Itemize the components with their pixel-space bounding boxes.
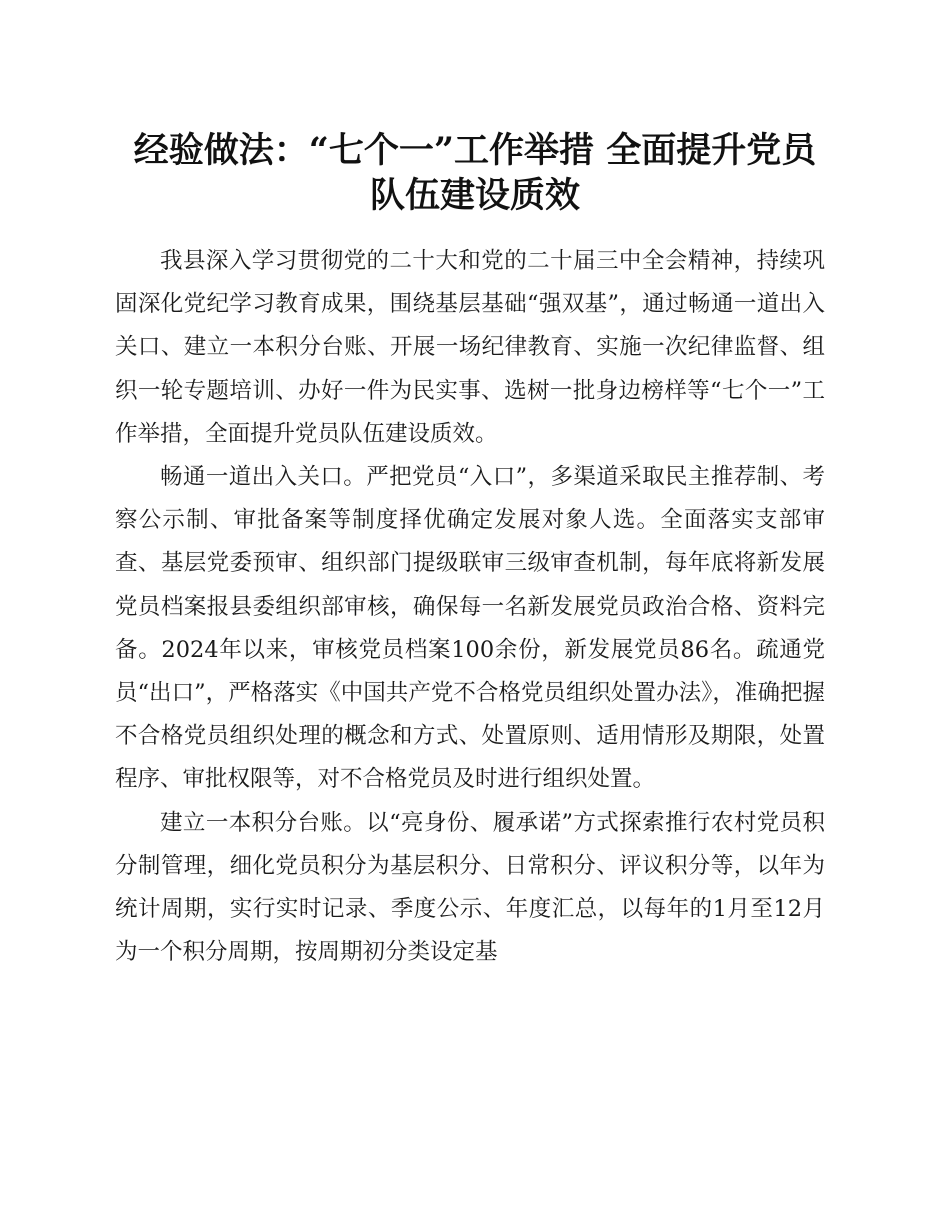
title-line-1: 经验做法：“七个一”工作举措 全面提升党员 [133, 130, 817, 171]
paragraph-points-ledger: 建立一本积分台账。以“亮身份、履承诺”方式探索推行农村党员积分制管理，细化党员积分为基层积分、日常积分、评议积分等，以年为统计周期，实行实时记录、季度公示、年度汇总，以每年的1月至12月为一个积分周期，按周期初分类设定基 [115, 809, 825, 966]
document-body [115, 240, 825, 974]
paragraph-intro: 我县深入学习贯彻党的二十大和党的二十届三中全会精神，持续巩固深化党纪学习教育成果，围绕基层基础“强双基”，通过畅通一道出入关口、建立一本积分台账、开展一场纪律教育、实施一次纪律监督、组织一轮专题培训、办好一件为民实事、选树一批身边榜样等“七个一”工作举措，全面提升党员队伍建设质效。 [115, 248, 825, 447]
title-line-2: 队伍建设质效 [369, 175, 580, 216]
document-title [100, 128, 850, 218]
paragraph-entry-exit: 畅通一道出入关口。严把党员“入口”，多渠道采取民主推荐制、考察公示制、审批备案等制度择优确定发展对象人选。全面落实支部审查、基层党委预审、组织部门提级联审三级审查机制，每年底将新发展党员档案报县委组织部审核，确保每一名新发展党员政治合格、资料完备。2024年以来，审核党员档案100余份，新发展党员86名。疏通党员“出口”，严格落实《中国共产党不合格党员组织处置办法》，准确把握不合格党员组织处理的概念和方式、处置原则、适用情形及期限，处置程序、审批权限等，对不合格党员及时进行组织处置。 [115, 464, 825, 793]
